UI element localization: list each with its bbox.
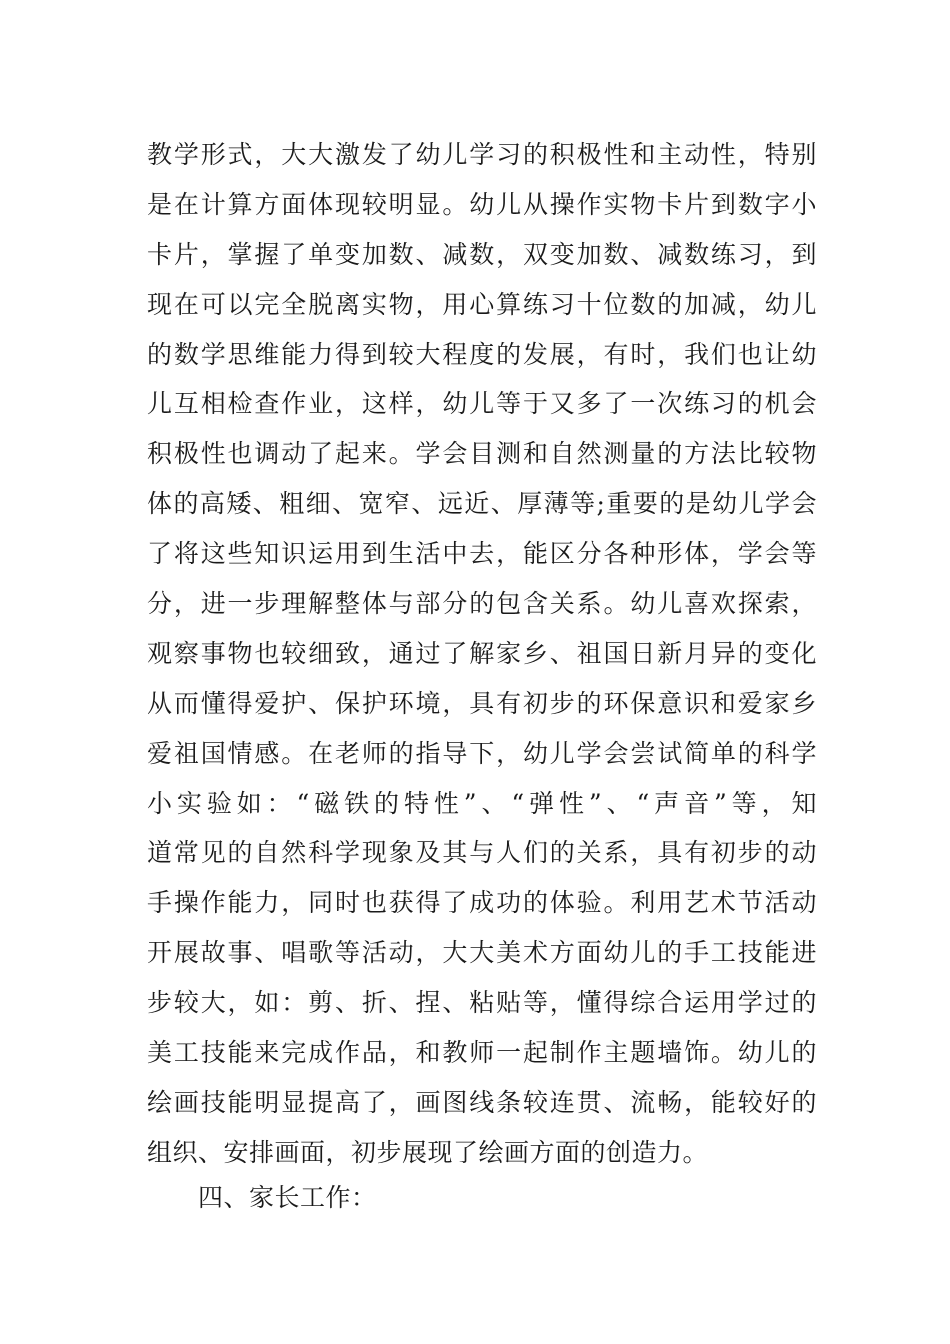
paragraph-line: 卡片，掌握了单变加数、减数，双变加数、减数练习，到 bbox=[147, 239, 817, 269]
paragraph-line: 观察事物也较细致，通过了解家乡、祖国日新月异的变化 bbox=[147, 638, 817, 668]
paragraph-line: 了将这些知识运用到生活中去，能区分各种形体，学会等 bbox=[147, 539, 817, 569]
paragraph-line: 美工技能来完成作品，和教师一起制作主题墙饰。幼儿的 bbox=[147, 1038, 817, 1068]
paragraph-line: 爱祖国情感。在老师的指导下，幼儿学会尝试简单的科学 bbox=[147, 738, 817, 768]
section-heading: 四、家长工作： bbox=[198, 1183, 377, 1212]
body-paragraph bbox=[147, 130, 817, 1178]
paragraph-line: 积极性也调动了起来。学会目测和自然测量的方法比较物 bbox=[147, 439, 817, 469]
paragraph-line: 分，进一步理解整体与部分的包含关系。幼儿喜欢探索， bbox=[147, 589, 817, 619]
paragraph-line: 体的高矮、粗细、宽窄、远近、厚薄等;重要的是幼儿学会 bbox=[147, 489, 817, 519]
paragraph-line: 儿互相检查作业，这样，幼儿等于又多了一次练习的机会 bbox=[147, 389, 817, 419]
paragraph-line: 开展故事、唱歌等活动，大大美术方面幼儿的手工技能进 bbox=[147, 938, 817, 968]
paragraph-line: 从而懂得爱护、保护环境，具有初步的环保意识和爱家乡 bbox=[147, 688, 817, 718]
paragraph-line: 是在计算方面体现较明显。幼儿从操作实物卡片到数字小 bbox=[147, 189, 817, 219]
paragraph-line: 道常见的自然科学现象及其与人们的关系，具有初步的动 bbox=[147, 838, 817, 868]
paragraph-line: 现在可以完全脱离实物，用心算练习十位数的加减，幼儿 bbox=[147, 289, 817, 319]
paragraph-line: 步较大，如：剪、折、捏、粘贴等，懂得综合运用学过的 bbox=[147, 988, 817, 1018]
paragraph-line: 绘画技能明显提高了，画图线条较连贯、流畅，能较好的 bbox=[147, 1087, 817, 1117]
paragraph-line: 组织、安排画面，初步展现了绘画方面的创造力。 bbox=[147, 1137, 709, 1167]
paragraph-line: 教学形式，大大激发了幼儿学习的积极性和主动性，特别 bbox=[147, 140, 817, 169]
paragraph-line: 小实验如：“磁铁的特性”、“弹性”、“声音”等，知 bbox=[147, 788, 817, 818]
paragraph-line: 的数学思维能力得到较大程度的发展，有时，我们也让幼 bbox=[147, 339, 817, 369]
paragraph-line: 手操作能力，同时也获得了成功的体验。利用艺术节活动 bbox=[147, 888, 817, 918]
